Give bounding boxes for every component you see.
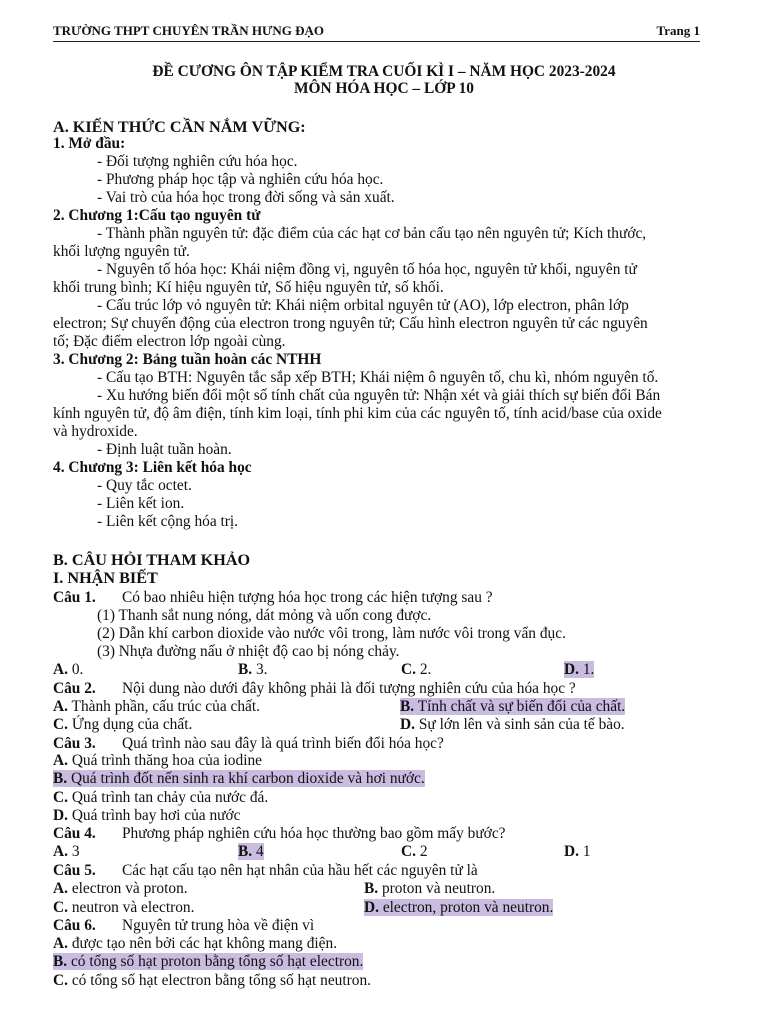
answer-option [53,880,188,898]
option-letter: B. [238,843,253,860]
option-letter: D. [564,843,579,860]
question-text: Phương pháp nghiên cứu hóa học thường bao gồm mấy bước? [122,825,506,842]
question-text: Quá trình nào sau đây là quá trình biến đổi hóa học? [122,735,444,752]
option-letter: C. [53,899,68,916]
answer-option-highlighted [364,899,553,917]
answer-option [53,807,240,825]
list-item: - Phương pháp học tập và nghiên cứu hóa học. [97,171,384,188]
option-text: 0. [67,661,84,678]
option-text: 2. [415,661,432,678]
option-text: Quá trình tan chảy của nước đá. [67,789,269,806]
option-letter: A. [53,843,68,860]
paragraph-line: - Cấu tạo BTH: Nguyên tắc sắp xếp BTH; Khái niệm ô nguyên tố, chu kì, nhóm nguyên tố. [97,369,659,386]
option-letter: A. [53,752,68,769]
option-text: Quá trình đốt nến sinh ra khí carbon dioxide và hơi nước. [67,770,425,787]
option-letter: D. [400,716,415,733]
option-letter: C. [401,843,416,860]
answer-option [238,661,268,679]
question-text: Nội dung nào dưới đây không phải là đối tượng nghiên cứu của hóa học ? [122,680,576,697]
school-name: TRƯỜNG THPT CHUYÊN TRẦN HƯNG ĐẠO [53,23,324,38]
answer-option [53,899,194,917]
question-label: Câu 2. [53,680,96,697]
question-label: Câu 5. [53,862,96,879]
list-item: - Đối tượng nghiên cứu hóa học. [97,153,298,170]
option-text: có tổng số hạt electron bằng tổng số hạt neutron. [67,972,372,989]
option-text: 3 [67,843,80,860]
answer-option [400,716,625,734]
option-text: Quá trình bay hơi của nước [67,807,241,824]
option-letter: D. [53,807,68,824]
paragraph-line: kính nguyên tử, độ âm điện, tính kim loại, tính phi kim của các nguyên tố, tính acid/base của oxide [53,405,662,422]
question-label: Câu 3. [53,735,96,752]
option-text: 1 [578,843,591,860]
option-letter: B. [364,880,379,897]
option-letter: C. [53,789,68,806]
option-text: Ứng dụng của chất. [67,716,193,733]
paragraph-line: - Cấu trúc lớp vỏ nguyên tử: Khái niệm orbital nguyên tử (AO), lớp electron, phân lớp [97,297,629,314]
answer-option [364,880,495,898]
question-text: Nguyên tử trung hòa về điện vì [122,917,315,934]
option-letter: C. [53,972,68,989]
option-text: 2 [415,843,428,860]
paragraph-line: và hydroxide. [53,423,138,440]
part1-heading: 1. Mở đầu: [53,135,126,152]
question-text: Các hạt cấu tạo nên hạt nhân của hầu hết các nguyên tử là [122,862,478,879]
answer-option-highlighted [564,661,594,679]
answer-option [53,935,337,953]
option-text: 4 [252,843,264,860]
answer-option-highlighted [53,953,363,971]
fact-line: (3) Nhựa đường nấu ở nhiệt độ cao bị nóng chảy. [97,643,400,660]
list-item: - Liên kết cộng hóa trị. [97,513,239,530]
document-title: ĐỀ CƯƠNG ÔN TẬP KIỂM TRA CUỐI KÌ I – NĂM HỌC 2023-2024 [152,63,616,80]
paragraph-line: - Xu hướng biến đổi một số tính chất của nguyên tử: Nhận xét và giải thích sự biến đổi Bán [97,387,661,404]
option-text: neutron và electron. [67,899,195,916]
question-label: Câu 4. [53,825,96,842]
answer-option [53,843,80,861]
answer-option [53,972,371,990]
answer-option [53,752,262,770]
paragraph-line: - Thành phần nguyên tử: đặc điểm của các hạt cơ bản cấu tạo nên nguyên tử; Kích thước, [97,225,647,242]
answer-option-highlighted [238,843,264,861]
subsection-heading: I. NHẬN BIẾT [53,569,158,587]
option-letter: B. [53,770,68,787]
paragraph-line: - Định luật tuần hoàn. [97,441,232,458]
option-text: có tổng số hạt proton bằng tổng số hạt electron. [67,953,364,970]
part4-heading: 4. Chương 3: Liên kết hóa học [53,459,252,476]
answer-option [401,661,431,679]
answer-option-highlighted [400,698,625,716]
option-text: Sự lớn lên và sinh sản của tế bào. [414,716,625,733]
option-letter: C. [401,661,416,678]
section-a-heading: A. KIẾN THỨC CẦN NẮM VỮNG: [53,118,306,136]
paragraph-line: khối trung bình; Kí hiệu nguyên tử, Số hiệu nguyên tử, số khối. [53,279,444,296]
option-letter: B. [53,953,68,970]
part2-heading: 2. Chương 1:Cấu tạo nguyên tử [53,207,261,224]
option-text: electron, proton và neutron. [378,899,554,916]
part3-heading: 3. Chương 2: Bảng tuần hoàn các NTHH [53,351,322,368]
answer-option [53,698,260,716]
page-number: Trang 1 [656,23,700,38]
option-text: 3. [252,661,268,678]
paragraph-line: khối lượng nguyên tử. [53,243,190,260]
option-text: Tính chất và sự biến đổi của chất. [414,698,626,715]
fact-line: (1) Thanh sắt nung nóng, dát mỏng và uốn cong được. [97,607,432,624]
option-letter: A. [53,661,68,678]
answer-option [401,843,428,861]
option-text: Thành phần, cấu trúc của chất. [67,698,260,715]
option-text: Quá trình thăng hoa của iodine [67,752,263,769]
question-label: Câu 1. [53,589,96,606]
option-text: proton và neutron. [378,880,496,897]
question-text: Có bao nhiêu hiện tượng hóa học trong các hiện tượng sau ? [122,589,493,606]
document-subtitle: MÔN HÓA HỌC – LỚP 10 [294,80,474,97]
option-letter: D. [364,899,379,916]
paragraph-line: electron; Sự chuyển động của electron trong nguyên tử; Cấu hình electron nguyên tử các nguyên [53,315,648,332]
answer-option-highlighted [53,770,425,788]
page-header [53,23,700,42]
option-text: được tạo nên bởi các hạt không mang điện. [67,935,338,952]
option-letter: A. [53,880,68,897]
paragraph-line: - Nguyên tố hóa học: Khái niệm đồng vị, nguyên tố hóa học, nguyên tử khối, nguyên tử [97,261,637,278]
option-letter: A. [53,935,68,952]
option-letter: D. [564,661,579,678]
option-text: electron và proton. [67,880,188,897]
section-b-heading: B. CÂU HỎI THAM KHẢO [53,551,251,569]
answer-option [53,789,268,807]
answer-option [564,843,591,861]
option-letter: C. [53,716,68,733]
list-item: - Vai trò của hóa học trong đời sống và sản xuất. [97,189,395,206]
option-letter: B. [238,661,253,678]
paragraph-line: tố; Đặc điểm electron lớp ngoài cùng. [53,333,286,350]
option-text: 1. [578,661,595,678]
option-letter: A. [53,698,68,715]
list-item: - Liên kết ion. [97,495,185,512]
list-item: - Quy tắc octet. [97,477,192,494]
option-letter: B. [400,698,415,715]
fact-line: (2) Dẫn khí carbon dioxide vào nước vôi trong, làm nước vôi trong vẩn đục. [97,625,566,642]
answer-option [53,716,192,734]
answer-option [53,661,83,679]
question-label: Câu 6. [53,917,96,934]
